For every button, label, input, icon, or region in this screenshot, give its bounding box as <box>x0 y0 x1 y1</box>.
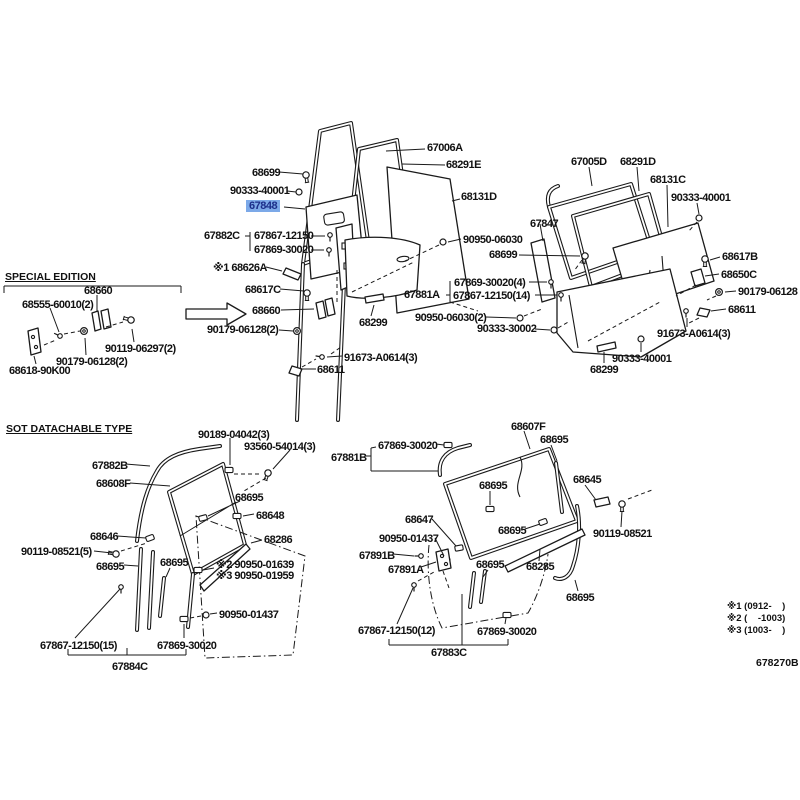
part-label-68645[interactable]: 68645 <box>573 474 602 486</box>
part-label-68660[interactable]: 68660 <box>84 285 113 297</box>
part-label-68695[interactable]: 68695 <box>476 559 505 571</box>
part-label-67867-12150-12[interactable]: 67867-12150(12) <box>358 625 435 637</box>
part-label-68647[interactable]: 68647 <box>405 514 434 526</box>
part-label-68299[interactable]: 68299 <box>359 317 388 329</box>
part-label-90333-40001[interactable]: 90333-40001 <box>230 185 290 197</box>
part-label-67005d[interactable]: 67005D <box>571 156 607 168</box>
part-label-68695[interactable]: 68695 <box>235 492 264 504</box>
part-label-67869-30020[interactable]: 67869-30020 <box>477 626 537 638</box>
part-label-68131c[interactable]: 68131C <box>650 174 686 186</box>
part-label-68611[interactable]: 68611 <box>317 364 345 376</box>
part-label-67869-30020[interactable]: 67869-30020 <box>254 244 314 256</box>
part-label-68131d[interactable]: 68131D <box>461 191 497 203</box>
part-label-90950-01437[interactable]: 90950-01437 <box>219 609 279 621</box>
part-label-68695[interactable]: 68695 <box>540 434 569 446</box>
part-label-68617b[interactable]: 68617B <box>722 251 758 263</box>
part-label-1-68626a[interactable]: ※1 68626A <box>213 262 267 274</box>
part-label-90950-06030-2[interactable]: 90950-06030(2) <box>415 312 487 324</box>
part-label-90189-04042-3[interactable]: 90189-04042(3) <box>198 429 270 441</box>
part-label-68291e[interactable]: 68291E <box>446 159 481 171</box>
section-title-special-edition: SPECIAL EDITION <box>5 271 96 283</box>
part-label-67869-30020[interactable]: 67869-30020 <box>157 640 217 652</box>
part-label-68695[interactable]: 68695 <box>96 561 125 573</box>
part-label-67867-12150-14[interactable]: 67867-12150(14) <box>453 290 530 302</box>
part-label-90950-06030[interactable]: 90950-06030 <box>463 234 523 246</box>
part-label-90179-06128-2[interactable]: 90179-06128(2) <box>207 324 279 336</box>
part-label-90119-08521[interactable]: 90119-08521 <box>593 528 652 540</box>
part-label-68617c[interactable]: 68617C <box>245 284 281 296</box>
part-label-68695[interactable]: 68695 <box>479 480 508 492</box>
part-label-68695[interactable]: 68695 <box>566 592 595 604</box>
part-label-67881b[interactable]: 67881B <box>331 452 367 464</box>
legend-line-1: ※1 (0912- ) <box>727 601 786 612</box>
legend-line-2: ※2 ( -1003) <box>727 613 786 624</box>
part-label-68291d[interactable]: 68291D <box>620 156 656 168</box>
part-label-67884c[interactable]: 67884C <box>112 661 148 673</box>
part-label-67847[interactable]: 67847 <box>530 218 559 230</box>
part-label-67006a[interactable]: 67006A <box>427 142 463 154</box>
part-label-67869-30020-4[interactable]: 67869-30020(4) <box>454 277 526 289</box>
part-label-67891b[interactable]: 67891B <box>359 550 395 562</box>
part-label-68650c[interactable]: 68650C <box>721 269 757 281</box>
part-label-91673-a0614-3[interactable]: 91673-A0614(3) <box>657 328 731 340</box>
part-label-68699[interactable]: 68699 <box>489 249 518 261</box>
section-title-sot-datachable-type: SOT DATACHABLE TYPE <box>6 423 133 435</box>
part-label-68618-90k00[interactable]: 68618-90K00 <box>9 365 71 377</box>
part-label-68611[interactable]: 68611 <box>728 304 756 316</box>
part-label-68646[interactable]: 68646 <box>90 531 119 543</box>
part-label-68695[interactable]: 68695 <box>160 557 189 569</box>
part-label-68608f[interactable]: 68608F <box>96 478 131 490</box>
part-label-91673-a0614-3[interactable]: 91673-A0614(3) <box>344 352 418 364</box>
part-label-90333-40001[interactable]: 90333-40001 <box>612 353 672 365</box>
part-label-68699[interactable]: 68699 <box>252 167 281 179</box>
part-label-90179-06128-2[interactable]: 90179-06128(2) <box>56 356 128 368</box>
part-label-90119-06297-2[interactable]: 90119-06297(2) <box>105 343 176 355</box>
legend-line-3: ※3 (1003- ) <box>727 625 786 636</box>
part-label-90333-40001[interactable]: 90333-40001 <box>671 192 731 204</box>
part-label-90119-08521-5[interactable]: 90119-08521(5) <box>21 546 92 558</box>
part-label-68660[interactable]: 68660 <box>252 305 281 317</box>
part-label-68648[interactable]: 68648 <box>256 510 285 522</box>
part-label-68607f[interactable]: 68607F <box>511 421 546 433</box>
part-label-67867-12150[interactable]: 67867-12150 <box>254 230 314 242</box>
part-label-2-90950-01639[interactable]: ※2 90950-01639 <box>216 559 294 571</box>
part-label-67883c[interactable]: 67883C <box>431 647 467 659</box>
part-label-67882c[interactable]: 67882C <box>204 230 240 242</box>
part-label-90333-30002[interactable]: 90333-30002 <box>477 323 537 335</box>
part-label-67891a[interactable]: 67891A <box>388 564 424 576</box>
part-label-68285[interactable]: 68285 <box>526 561 555 573</box>
part-label-67848[interactable]: 67848 <box>246 200 280 212</box>
part-label-67869-30020[interactable]: 67869-30020 <box>378 440 438 452</box>
part-label-67881a[interactable]: 67881A <box>404 289 440 301</box>
part-label-93560-54014-3[interactable]: 93560-54014(3) <box>244 441 316 453</box>
part-label-90950-01437[interactable]: 90950-01437 <box>379 533 439 545</box>
part-label-67882b[interactable]: 67882B <box>92 460 128 472</box>
part-label-68555-60010-2[interactable]: 68555-60010(2) <box>22 299 94 311</box>
part-label-90179-06128[interactable]: 90179-06128 <box>738 286 798 298</box>
part-label-68286[interactable]: 68286 <box>264 534 293 546</box>
diagram-code: 678270B <box>756 657 799 669</box>
part-label-68695[interactable]: 68695 <box>498 525 527 537</box>
part-label-68299[interactable]: 68299 <box>590 364 619 376</box>
part-label-3-90950-01959[interactable]: ※3 90950-01959 <box>216 570 294 582</box>
part-label-67867-12150-15[interactable]: 67867-12150(15) <box>40 640 117 652</box>
